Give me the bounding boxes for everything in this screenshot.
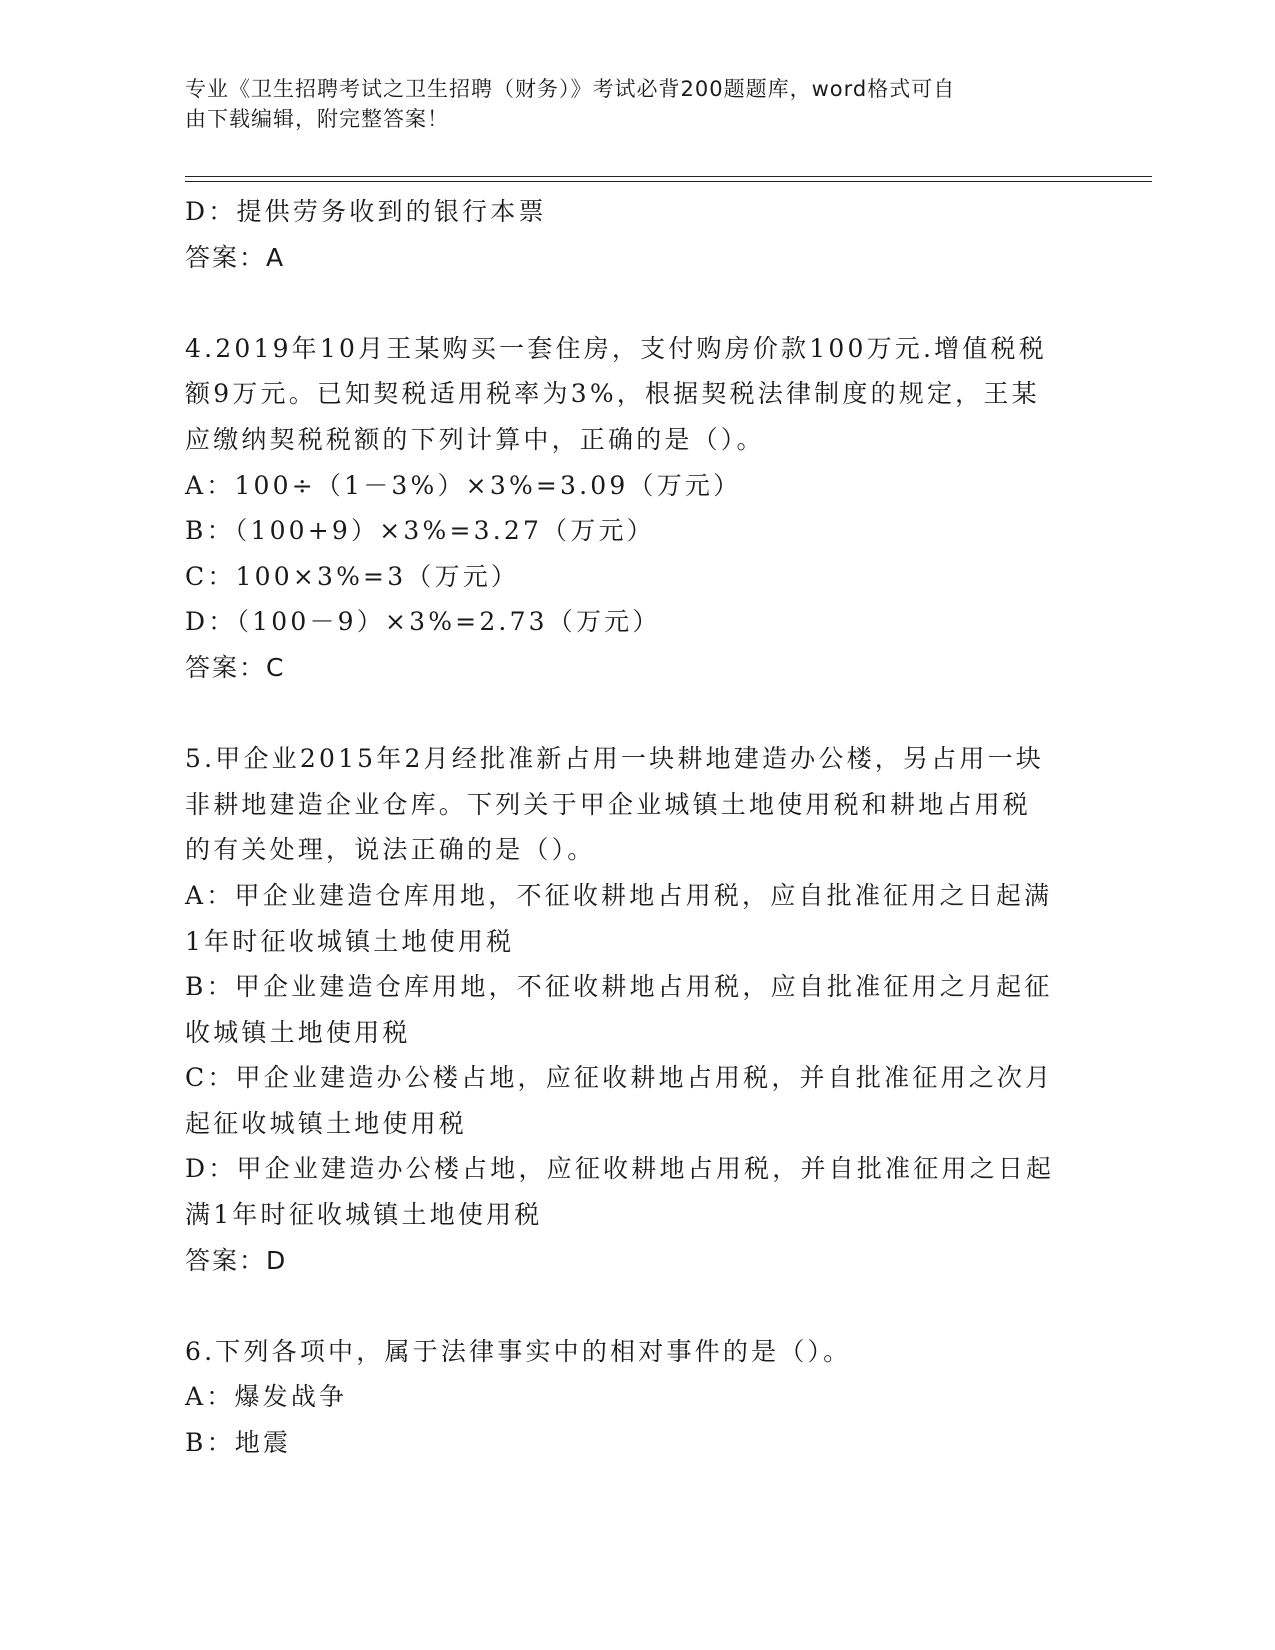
option-d-continued: 满1年时征收城镇土地使用税 (185, 1200, 543, 1230)
header-divider-bottom (185, 181, 1152, 182)
option-a-continued: 1年时征收城镇土地使用税 (185, 926, 515, 956)
question-3 (185, 189, 1085, 280)
option-d: D：甲企业建造办公楼占地，应征收耕地占用税，并自批准征用之日起 (185, 1154, 1055, 1184)
document-header (185, 74, 1065, 134)
option-a: A：甲企业建造仓库用地，不征收耕地占用税，应自批准征用之日起满 (185, 880, 1053, 910)
question-4 (185, 326, 1085, 691)
option-c: C：甲企业建造办公楼占地，应征收耕地占用税，并自批准征用之次月 (185, 1063, 1054, 1093)
option-b: B：（100+9）×3%=3.27（万元） (185, 516, 655, 546)
document-body (185, 189, 1085, 1466)
spacer (185, 691, 1085, 737)
answer-line: 答案：D (185, 1245, 288, 1275)
question-stem-line: 额9万元。已知契税适用税率为3%，根据契税法律制度的规定，王某 (185, 379, 1040, 409)
option-a: A：爆发战争 (185, 1382, 348, 1412)
question-5 (185, 736, 1085, 1283)
question-6 (185, 1329, 1085, 1466)
answer-line: 答案：A (185, 242, 286, 272)
option-c: C：100×3%=3（万元） (185, 561, 520, 591)
header-line-1: 专业《卫生招聘考试之卫生招聘（财务）》考试必背200题题库，word格式可自 (185, 77, 956, 101)
header-divider-top (185, 176, 1152, 177)
option-d: D：提供劳务收到的银行本票 (185, 197, 547, 226)
option-b: B：地震 (185, 1428, 292, 1458)
spacer (185, 1283, 1085, 1329)
option-d: D：（100－9）×3%=2.73（万元） (185, 607, 661, 637)
option-b: B：甲企业建造仓库用地，不征收耕地占用税，应自批准征用之月起征 (185, 972, 1053, 1002)
question-stem-line: 5.甲企业2015年2月经批准新占用一块耕地建造办公楼，另占用一块 (185, 744, 1044, 774)
option-c-continued: 起征收城镇土地使用税 (185, 1108, 468, 1138)
option-a: A：100÷（1－3%）×3%=3.09（万元） (185, 470, 742, 500)
question-stem-line: 非耕地建造企业仓库。下列关于甲企业城镇土地使用税和耕地占用税 (185, 789, 1032, 819)
spacer (185, 280, 1085, 326)
question-stem-line: 4.2019年10月王某购买一套住房，支付购房价款100万元.增值税税 (185, 333, 1047, 363)
question-stem-line: 应缴纳契税税额的下列计算中，正确的是（）。 (185, 424, 765, 454)
header-line-2: 由下载编辑，附完整答案！ (185, 107, 449, 131)
question-stem-line: 的有关处理，说法正确的是（）。 (185, 835, 596, 865)
answer-line: 答案：C (185, 652, 286, 682)
option-b-continued: 收城镇土地使用税 (185, 1017, 411, 1047)
question-stem-line: 6.下列各项中，属于法律事实中的相对事件的是（）。 (185, 1336, 852, 1366)
